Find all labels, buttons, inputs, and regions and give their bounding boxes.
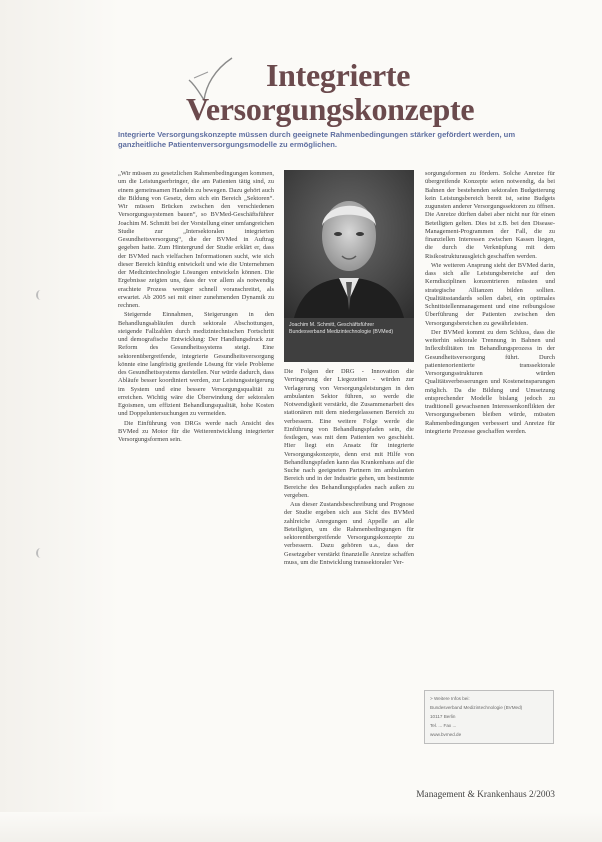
paragraph: Der BVMed kommt zu dem Schluss, dass die weiterhin sektorale Trennung in Bahnen und Inflexibilitäten im Behandlungsprozess in der Gesundheitsversorgung führt. Durch patientenorientierte transsektorale Versorgungsstrukturen würden Qualitätsverbesserungen und Kosteneinsparungen möglich. Da die Bildung und Umsetzung entsprechender Modelle bislang jedoch zu traditionell gewachsenen Interessenkonflikten der Versorgungsebenen bleiben würde, müssten Rahmenbedingungen verbessert und Anreize für integrierte Prozesse geschaffen werden. bbox=[425, 328, 555, 435]
punch-hole-mark bbox=[36, 290, 45, 300]
text-column-3 bbox=[425, 170, 555, 566]
text-column-1 bbox=[118, 170, 274, 738]
info-line: www.bvmed.de bbox=[430, 732, 462, 737]
info-line: 10117 Berlin bbox=[430, 714, 456, 719]
portrait-illustration bbox=[284, 170, 414, 318]
contact-info-box bbox=[424, 690, 554, 744]
publication-footer: Management & Krankenhaus 2/2003 bbox=[416, 790, 555, 800]
info-line: Bundesverband Medizintechnologie (BVMed) bbox=[430, 705, 523, 710]
paragraph: Die Folgen der DRG - Innovation die Verringerung der Liegezeiten - würden zur Verlagerung von Versorgungsleistungen in den ambulanten Sektor führen, so werde die Notwendigkeit verstärkt, die Zusammenarbeit des stationären mit dem niedergelassenen Bereich zu verbessern. Eine weitere Folge werde die Einführung von Behandlungspfaden sein, die festlegen, was mit dem Patienten wo geschieht. Hier liegt ein Ansatz für integrierte Versorgungskonzepte, denn erst mit Hilfe von Behandlungspfaden kann das Krankenhaus auf die Suche nach geeigneten Partnern im ambulanten Bereich und in der Industrie gehen, um bestimmte Bereiche des Behandlungspfades nach außen zu vergeben. bbox=[284, 368, 414, 499]
photo-caption: Joachim M. Schmitt, Geschäftsführer Bundesverband Medizintechnologie (BVMed) bbox=[284, 318, 414, 362]
info-line: > Weitere Infos bei: bbox=[430, 696, 470, 701]
title-line-1: Integrierte bbox=[266, 57, 411, 93]
paragraph: „Wir müssen zu gesetzlichen Rahmenbedingungen kommen, um die Leistungserbringer, die am Patienten tätig sind, zu einem gemeinsamen Handeln zu bewegen. Dazu gehört auch die Bildung von Gesetz, dem sich ein Bereich „Sektoren“. Wir müssen Brücken zwischen den verschiedenen Versorgungssystemen bauen“, so BVMed-Geschäftsführer Joachim M. Schmitt bei der Vorstellung einer umfangreichen Studie zur „Intersektoralen integrierten Gesundheitsversorgung“, die der BVMed in Auftrag gegeben hatte. Zum Hintergrund der Studie erklärt er, dass der BVMed nach vielfachen Informationen sucht, wie sich dieser Bereich künftig entwickelt und wie die Unternehmen der Medizintechnologie Lösungen entwickeln können. Die Ergebnisse zeigten uns, dass der vor allem als notwendig erachtete Prozess weniger schnell voranschreitet, als erwartet. Ab 2005 sei mit einer zunehmenden Dynamik zu rechnen. bbox=[118, 170, 274, 309]
portrait-photo bbox=[284, 170, 414, 318]
paragraph: sorgungsformen zu fördern. Solche Anreize für übergreifende Konzepte seien notwendig, da bei Bahnen der bestehenden sektoralen Budgetierung kein Leistungsbereich bereit ist, seine Budgets zugunsten anderer Versorgungssektoren zu öffnen. Die Anreize dürften dabei aber nicht nur für einen Beteiligten gelten. Dies ist z.B. bei den Disease-Management-Programmen der Fall, die zu finanziellen Interessen zwischen Kassen liegen, die durch die Verknüpfung mit dem Risikostrukturausgleich geschaffen werden. bbox=[425, 170, 555, 260]
article-lead: Integrierte Versorgungskonzepte müssen durch geeignete Rahmenbedingungen stärker gefördert werden, um ganzheitliche Patientenversorgungsmodelle zu ermöglichen. bbox=[118, 130, 516, 149]
article-title bbox=[186, 58, 546, 126]
paragraph: Die Einführung von DRGs werde nach Ansicht des BVMed zu Motor für die Weiterentwicklung integrierter Versorgungsformen sein. bbox=[118, 419, 274, 443]
info-line: Tel. ... Fax ... bbox=[430, 723, 457, 728]
punch-hole-mark bbox=[36, 548, 45, 558]
page-shading-left bbox=[0, 0, 120, 842]
title-line-2: Versorgungskonzepte bbox=[186, 91, 475, 127]
paragraph: Wie weiteren Ansprung sieht der BVMed darin, dass sich alle Leistungsbereiche auf den Kerndisziplinen konzentrieren müssten und strategische Allianzen bilden sollten. Qualitätsstandards sollen dabei, ein optimales Schnittstellenmanagement und eine reibungslose Überführung der Patienten zwischen den Versorgungsbereichen zu gewährleisten. bbox=[425, 261, 555, 327]
text-column-2 bbox=[284, 368, 414, 826]
paragraph: Steigernde Einnahmen, Steigerungen in den Behandlungsabläufen durch sektorale Abschottungen, steigende Fallzahlen durch medizintechnischen Fortschritt und demografische Entwicklung: Der Handlungsdruck zur Reform des Gesundheitssystems steigt. Eine sektorenübergreifende, integrierte Gesundheitsversorgung könnte eine langfristig greifende Lösung für viele Probleme des Gesundheitssystems darstellen. Nur würde dadurch, dass Abläufe besser koordiniert werden, zur Leistungssteigerung im System und eine bessere Versorgungsqualität zu erreichen. Wichtig wäre die Überwindung der sektoralen Egoismen, um effizient Behandlungsqualität, hohe Kosten und Doppeluntersuchungen zu vermeiden. bbox=[118, 311, 274, 418]
paragraph: Aus dieser Zustandsbeschreibung und Prognose der Studie ergeben sich aus Sicht des BVMed zahlreiche Anregungen und Appelle an alle Beteiligten, um die Rahmenbedingungen für sektorenübergreifende Versorgungskonzepte zu verbessern. Dazu gehören u.a., dass der Gesetzgeber verstärkt finanzielle Anreize schaffen muss, um die Entwicklung transsektoraler Ver- bbox=[284, 501, 414, 566]
